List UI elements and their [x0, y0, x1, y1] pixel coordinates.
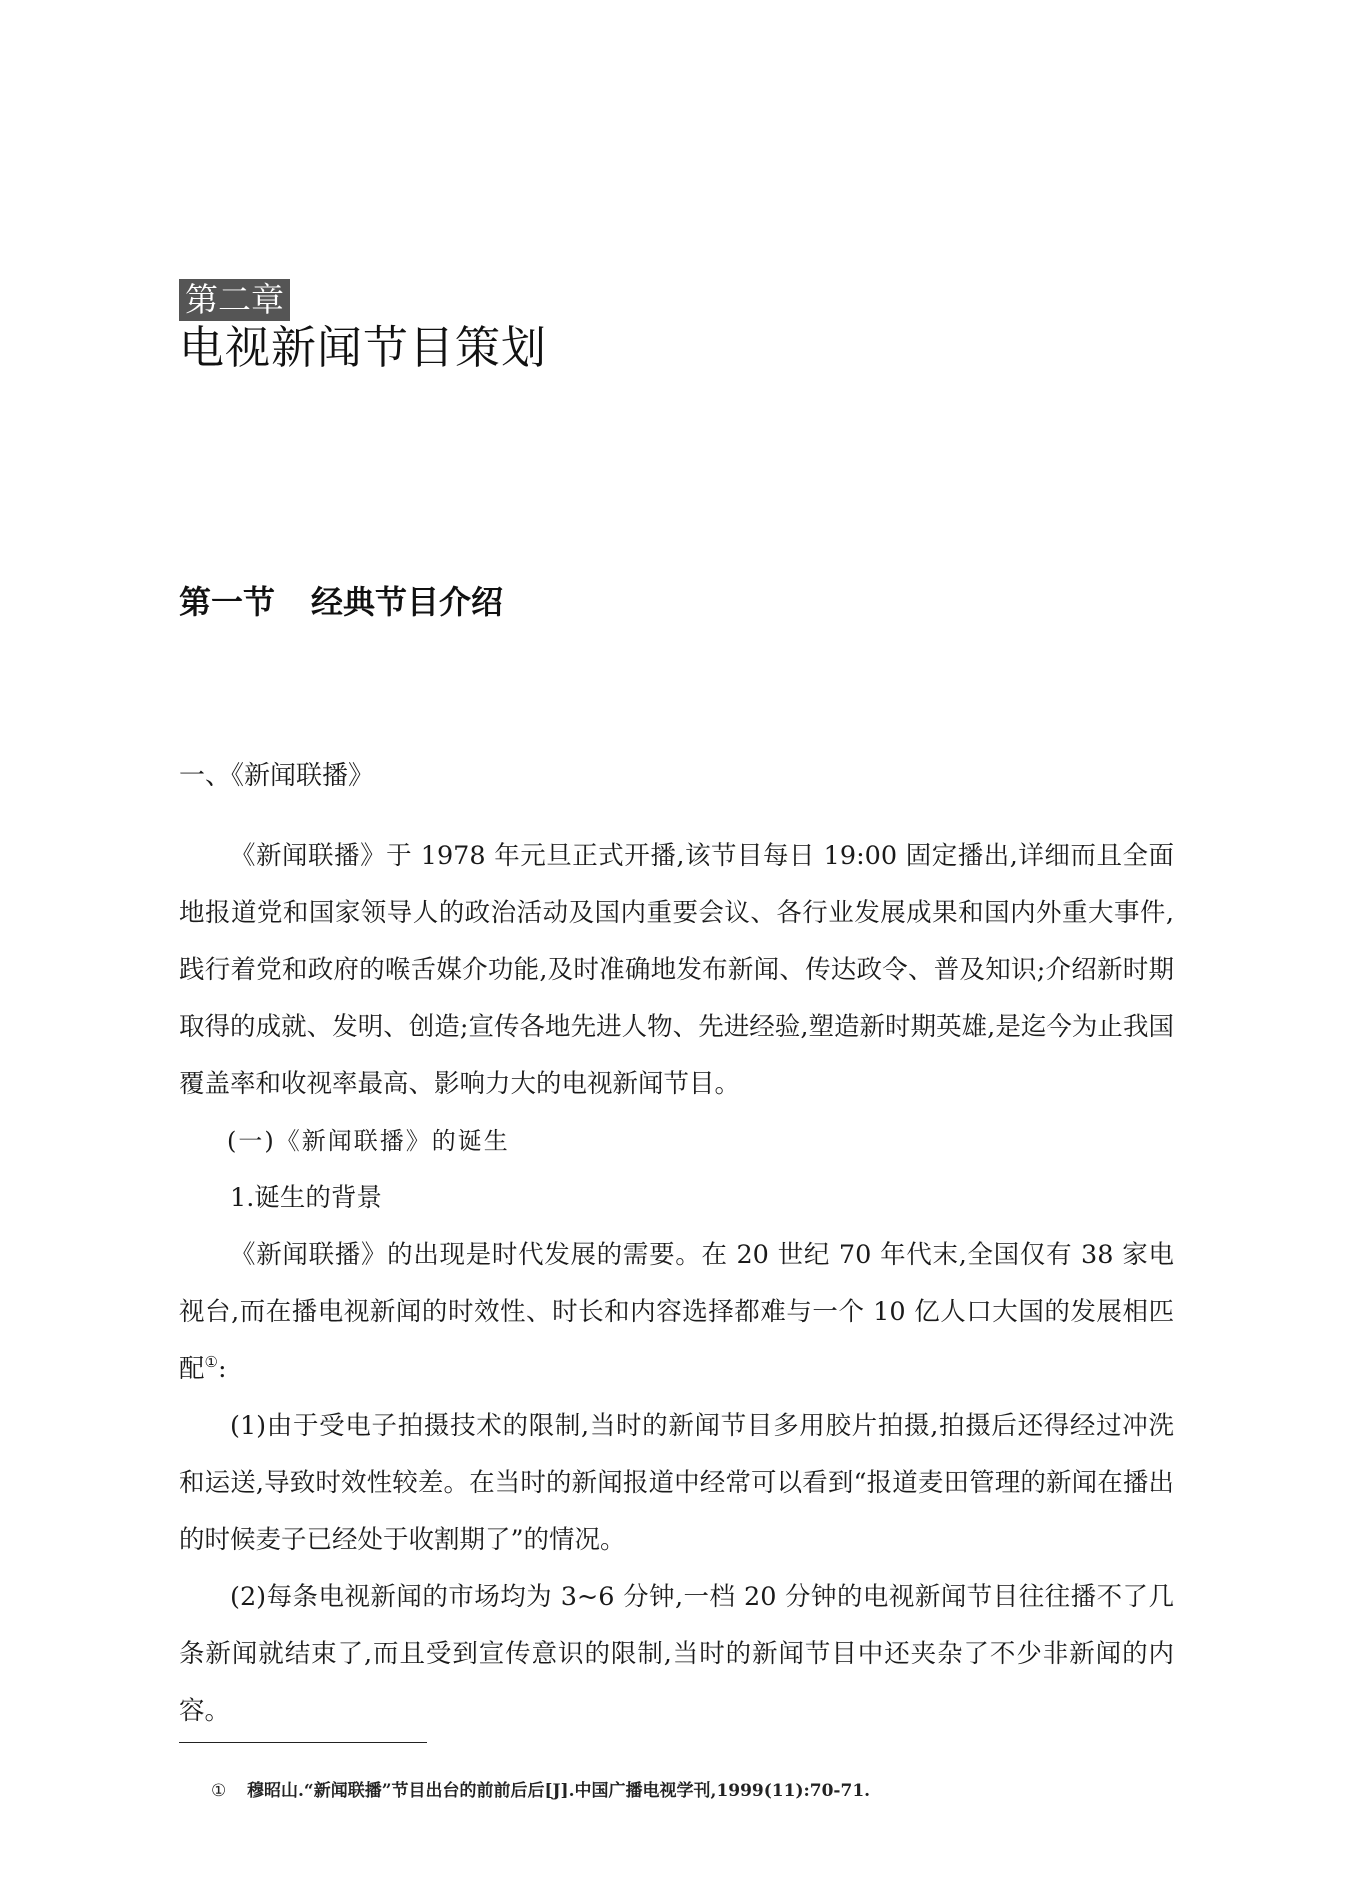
- chapter-label: 第二章: [179, 279, 290, 321]
- paragraph: [179, 1227, 1174, 1398]
- section-name: 经典节目介绍: [311, 583, 504, 621]
- footnote-marker: ①: [211, 1781, 227, 1801]
- section-title: [179, 578, 503, 626]
- footnote-text: 穆昭山.“新闻联播”节目出台的前前后后[J].中国广播电视学刊,1999(11):70-71.: [247, 1781, 871, 1801]
- footnote: [211, 1778, 870, 1804]
- paragraph: (2)每条电视新闻的市场均为 3~6 分钟,一档 20 分钟的电视新闻节目往往播不了几条新闻就结束了,而且受到宣传意识的限制,当时的新闻节目中还夹杂了不少非新闻的内容。: [179, 1582, 1174, 1726]
- section-number: 第一节: [179, 583, 276, 621]
- chapter-title: 电视新闻节目策划: [179, 321, 548, 374]
- subsection-subheading: (一)《新闻联播》的诞生: [227, 1127, 510, 1155]
- paragraph: (1)由于受电子拍摄技术的限制,当时的新闻节目多用胶片拍摄,拍摄后还得经过冲洗和运送,导致时效性较差。在当时的新闻报道中经常可以看到“报道麦田管理的新闻在播出的时候麦子已经处于收割期了”的情况。: [179, 1411, 1174, 1555]
- paragraph: 《新闻联播》于 1978 年元旦正式开播,该节目每日 19:00 固定播出,详细而且全面地报道党和国家领导人的政治活动及国内重要会议、各行业发展成果和国内外重大事件,践行着党和政府的喉舌媒介功能,及时准确地发布新闻、传达政令、普及知识;介绍新时期取得的成就、发明、创造;宣传各地先进人物、先进经验,塑造新时期英雄,是迄今为止我国覆盖率和收视率最高、影响力大的电视新闻节目。: [179, 841, 1174, 1099]
- footnote-divider: [179, 1742, 427, 1743]
- footnote-reference[interactable]: ①: [204, 1353, 218, 1371]
- paragraph-end: :: [217, 1354, 227, 1384]
- subsection-subheading-numbered: 1.诞生的背景: [230, 1183, 382, 1213]
- subsection-heading: 一、《新闻联播》: [179, 761, 375, 791]
- paragraph-text: 《新闻联播》的出现是时代发展的需要。在 20 世纪 70 年代末,全国仅有 38 家电视台,而在播电视新闻的时效性、时长和内容选择都难与一个 10 亿人口大国的发展相匹配: [179, 1240, 1174, 1384]
- body-text: [179, 828, 1174, 1740]
